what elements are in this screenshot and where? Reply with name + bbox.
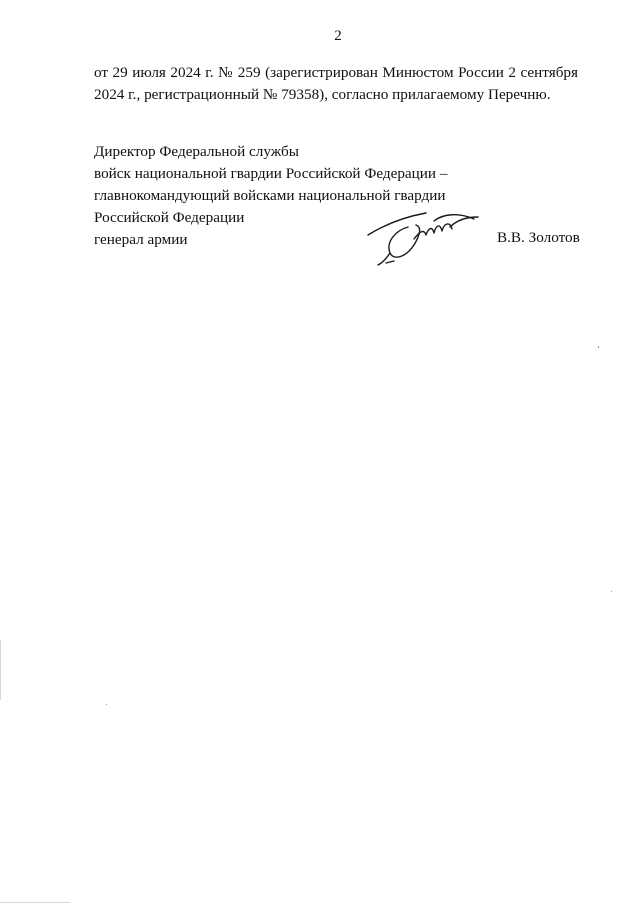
body-line-2: 2024 г., регистрационный № 79358), согласно прилагаемому Перечню. xyxy=(94,86,551,103)
position-line-5: генерал армии xyxy=(94,231,188,248)
body-line-1: от 29 июля 2024 г. № 259 (зарегистрирован Минюстом России 2 сентября xyxy=(94,64,578,81)
handwritten-signature xyxy=(364,205,484,267)
body-paragraph xyxy=(94,62,578,106)
scan-edge-left xyxy=(0,640,1,700)
position-line-3: главнокомандующий войсками национальной гвардии xyxy=(94,187,446,204)
scan-speck-2 xyxy=(611,591,612,592)
signer-name: В.В. Золотов xyxy=(497,229,580,246)
position-line-2: войск национальной гвардии Российской Федерации – xyxy=(94,165,448,182)
scan-speck-1 xyxy=(598,346,599,348)
scan-edge-bottom xyxy=(0,902,70,903)
scan-speck-3 xyxy=(106,704,107,705)
position-line-4: Российской Федерации xyxy=(94,209,245,226)
page-number: 2 xyxy=(334,28,342,44)
position-line-1: Директор Федеральной службы xyxy=(94,143,299,160)
